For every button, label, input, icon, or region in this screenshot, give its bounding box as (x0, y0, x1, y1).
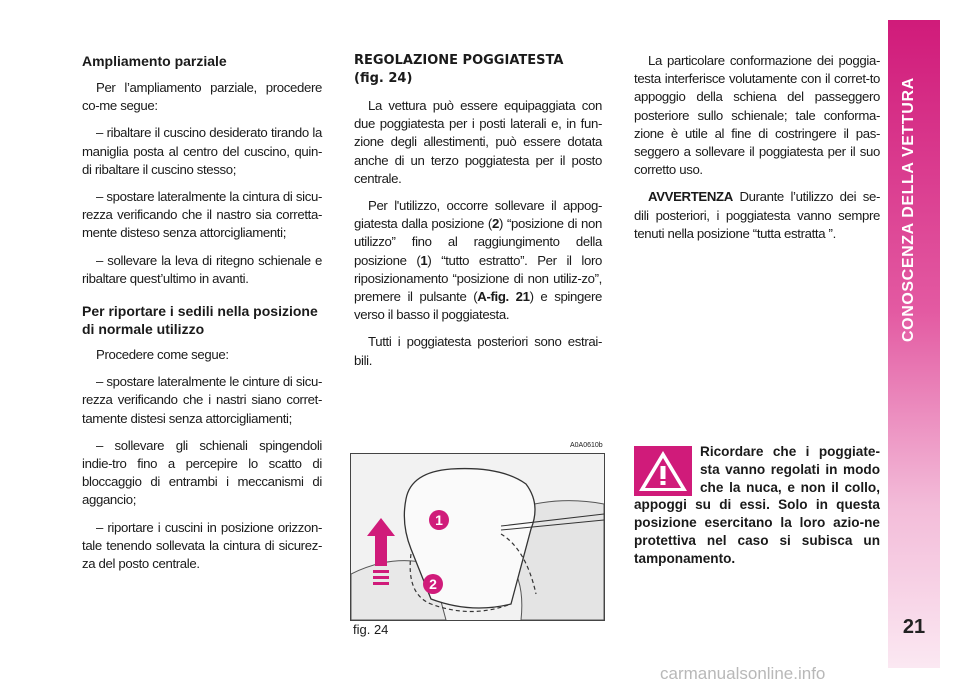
paragraph: – spostare lateralmente le cinture di sicu-rezza verificando che i nastri siano corret-tamente distesi senza attorcigliamenti; (82, 374, 322, 426)
paragraph: Tutti i poggiatesta posteriori sono estrai-bili. (354, 334, 602, 368)
paragraph: – ribaltare il cuscino desiderato tirando la maniglia posta al centro del cuscino, quin-di ribaltare il cuscino stesso; (82, 125, 322, 177)
avvertenza-label: AVVERTENZA (648, 189, 733, 205)
column-right (634, 52, 880, 252)
figure-caption: fig. 24 (353, 622, 389, 637)
callout-1: 1 (435, 512, 443, 528)
paragraph: Per l’ampliamento parziale, procedere co-me segue: (82, 80, 322, 114)
warning-triangle-icon (634, 446, 692, 496)
callout-2: 2 (429, 576, 437, 592)
figure-headrest (350, 453, 605, 621)
watermark: carmanualsonline.info (660, 664, 826, 683)
warning-text: Ricordare che i poggiate-sta vanno regolati in modo che la nuca, e non il collo, appoggi su di essi. Solo in questa posizione esercitano la loro azio-ne protettiva nel caso si subisca un tamponamento. (634, 444, 880, 566)
paragraph: – sollevare la leva di ritegno schienale e ribaltare quest’ultimo in avanti. (82, 252, 322, 286)
paragraph: Per l'utilizzo, occorre sollevare il appog-giatesta dalla posizione (2) “posizione di non utilizzo” fino al raggiungimento della posizione (1) “tutto estratto”. Per il loro riposizionamento “posizione di non utiliz-zo”, premere il pulsante (A-fig. 21) e spingere verso il basso il poggiatesta. (354, 198, 602, 323)
figure-code: A0A0610b (570, 442, 603, 449)
paragraph: – sollevare gli schienali spingendoli indie-tro fino a percepire lo scatto di bloccaggio di entrambi i meccanismi di aggancio; (82, 437, 322, 508)
paragraph: La vettura può essere equipaggiata con due poggiatesta per i posti laterali e, in fun-zione degli allestimenti, può essere dotata anche di un terzo poggiatesta per il posto centrale. (354, 98, 602, 186)
heading-regolazione: REGOLAZIONE POGGIATESTA (fig. 24) (354, 53, 564, 86)
paragraph: – riportare i cuscini in posizione orizzon-tale tenendo sollevata la cintura di sicurez-za del posto centrale. (82, 519, 322, 572)
headrest-illustration (351, 454, 604, 620)
heading-ampliamento: Ampliamento parziale (82, 53, 227, 69)
figure-reference: fig. 24 (359, 71, 407, 86)
paragraph: La particolare conformazione dei poggia-testa interferisce volutamente con il corret-to appoggio della schiena del passeggero posteriore sullo schienale; tale conforma-zione è utile al fine di costringere il pas-seggero a sollevare il poggiatesta per il suo corretto uso. (634, 53, 880, 178)
page-number: 21 (902, 616, 926, 638)
paragraph: Procedere come segue: (96, 347, 229, 363)
column-middle (354, 52, 602, 379)
column-left (82, 52, 322, 582)
section-title: CONOSCENZA DELLA VETTURA (900, 77, 917, 342)
heading-riportare: Per riportare i sedili nella posizione di normale utilizzo (82, 303, 318, 338)
paragraph: – spostare lateralmente la cintura di sicu-rezza verificando che il nastro sia corretta-mente disteso senza attorcigliamenti; (82, 189, 322, 241)
warning-box (634, 443, 880, 568)
paragraph-avvertenza: AVVERTENZA Durante l’utilizzo dei se-dili posteriori, i poggiatesta vanno sempre tenuti nella posizione “tutta estratta ”. (634, 189, 880, 241)
